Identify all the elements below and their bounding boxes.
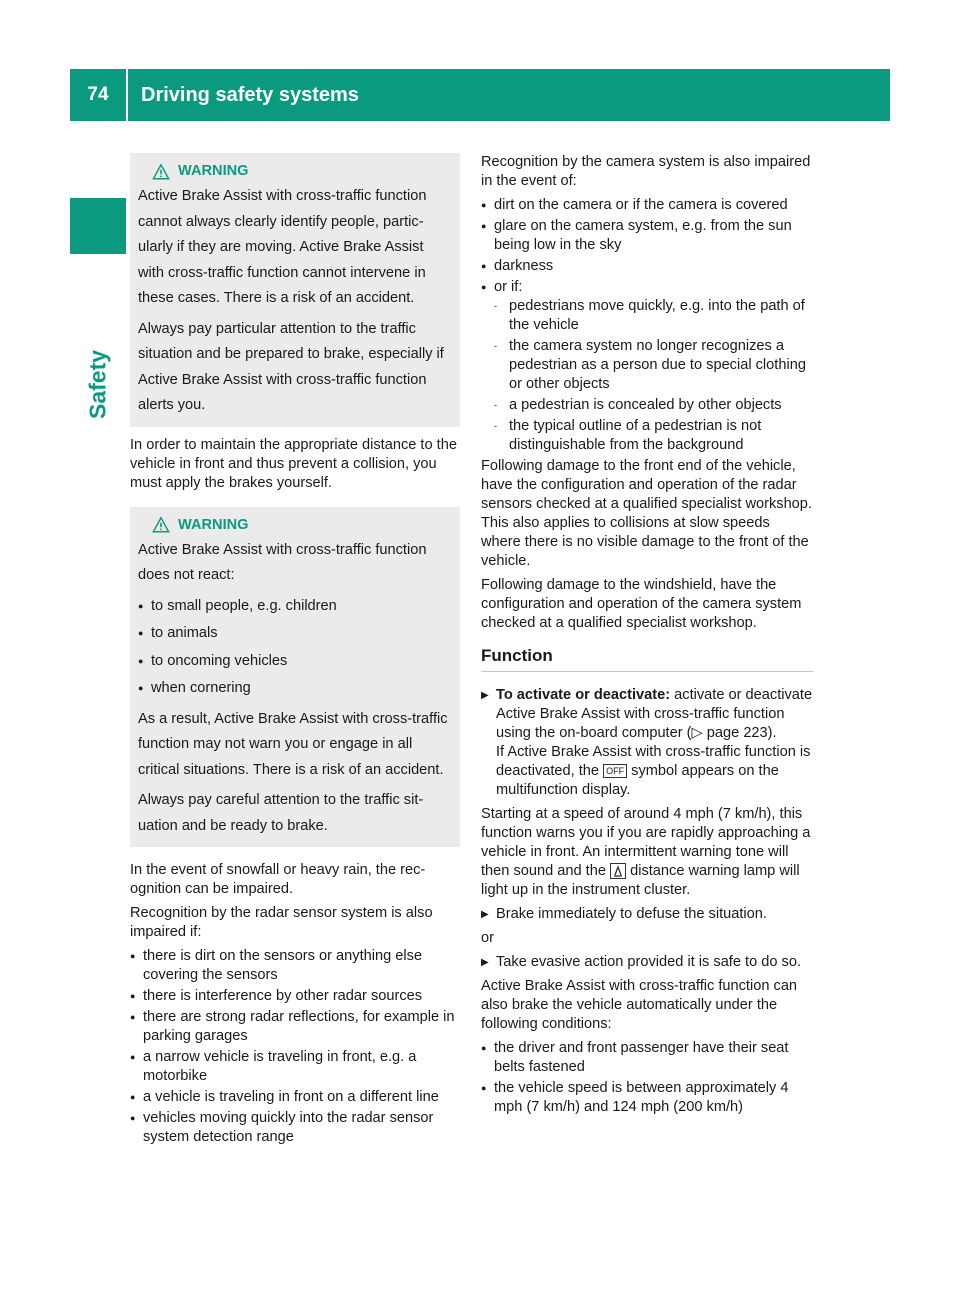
warning-paragraph: Active Brake Assist with cross-traffic function cannot always clearly identify people, particularly if they are moving. Active Brake Assist with cross-traffic function cannot intervene in these cases. There is a risk of an accident. [138,188,427,306]
list-item: ● to animals [138,621,452,647]
action-list [481,686,813,800]
warning-title-2 [138,513,452,538]
list-item: ● to oncoming vehicles [138,649,452,675]
action-label: To activate or deactivate: [496,687,671,703]
list-item-text: or if: [494,279,523,295]
sub-list-item: - a pedestrian is concealed by other objects [481,396,813,415]
list-item [481,278,813,455]
warning-box-1 [130,153,460,427]
paragraph-damage-front: Following damage to the front end of the vehicle, have the configuration and operation of the radar sensors checked at a qualified specialist workshop. This also applies to collisions at slow speeds where there is no visible damage to the front of the vehicle. [481,458,812,569]
list-item: ● a narrow vehicle is traveling in front, e.g. a motorbike [130,1048,460,1086]
warning-triangle-icon [152,163,170,181]
paragraph-camera: Recognition by the camera system is also impaired in the event of: [481,154,811,189]
left-column [130,153,460,1149]
brake-assist-off-icon: OFF [603,764,627,778]
conditions-list [481,1039,813,1117]
action-item-activate [481,686,813,800]
distance-warning-lamp-icon [610,863,626,879]
list-item: ● to small people, e.g. children [138,594,452,620]
list-item: ● there is interference by other radar sources [130,987,460,1006]
sub-list-item: - pedestrians move quickly, e.g. into the path of the vehicle [481,297,813,335]
warning-box-2 [130,507,460,848]
action-list [481,953,813,972]
page-reference-link[interactable]: (▷ page 223). [686,725,777,741]
warning-paragraph: As a result, Active Brake Assist with cross-traffic function may not warn you or engage in all critical situations. There is a risk of an accident. [138,710,448,778]
action-list [481,905,813,924]
list-item: ● when cornering [138,676,452,702]
warning-title-1 [138,159,452,184]
paragraph-speed-text: Starting at a speed of around 4 mph (7 km/h), this function warns you if you are rapidly approaching a vehicle in front. An intermittent warning tone will then sound and the [481,806,811,879]
list-item: ● the driver and front passenger have their seat belts fastened [481,1039,813,1077]
list-item: ● dirt on the camera or if the camera is covered [481,196,813,215]
paragraph-radar: Recognition by the radar sensor system is also impaired if: [130,905,433,940]
side-tab-marker [70,198,126,254]
action-item-brake: ▶ Brake immediately to defuse the situation. [481,905,813,924]
sub-list [481,297,813,455]
sub-list-item: - the typical outline of a pedestrian is not distinguishable from the background [481,417,813,455]
action-item-evasive: ▶ Take evasive action provided it is safe to do so. [481,953,813,972]
function-heading: Function [481,646,813,672]
right-column [481,153,813,1119]
side-tab-label-text: Safety [84,349,111,420]
action-text: symbol appears on the multifunction display. [496,763,779,798]
action-text: activate or deactivate Active Brake Assist with cross-traffic function using the on-board computer [496,687,813,741]
list-item: ● the vehicle speed is between approximately 4 mph (7 km/h) and 124 mph (200 km/h) [481,1079,813,1117]
paragraph-speed-text: distance warning lamp will light up in the instrument cluster. [481,863,800,898]
action-text: If Active Brake Assist with cross-traffic function is deactivated, the [496,744,811,779]
page-number: 74 [87,84,109,105]
header-divider [126,69,128,121]
warning-title-text: WARNING [178,163,249,179]
warning-triangle-icon [152,516,170,534]
warning-paragraph: Always pay careful attention to the traffic situation and be ready to brake. [138,792,424,834]
warning-paragraph: Active Brake Assist with cross-traffic function does not react: [138,541,427,583]
section-title: Driving safety systems [141,84,359,106]
paragraph-damage-windshield: Following damage to the windshield, have the configuration and operation of the camera system checked at a qualified specialist workshop. [481,577,802,631]
list-item: ● a vehicle is traveling in front on a different line [130,1088,460,1107]
warning-list [138,594,452,702]
paragraph-speed [481,805,813,900]
list-item: ● vehicles moving quickly into the radar sensor system detection range [130,1109,460,1147]
sub-list-item: - the camera system no longer recognizes a pedestrian as a person due to special clothing or other objects [481,337,813,394]
list-item: ● darkness [481,257,813,276]
paragraph-conditions: Active Brake Assist with cross-traffic function can also brake the vehicle automatically under the following conditions: [481,978,798,1032]
paragraph-distance: In order to maintain the appropriate distance to the vehicle in front and thus prevent a collision, you must apply the brakes yourself. [130,436,457,491]
or-text: or [481,930,494,946]
list-item: ● there are strong radar reflections, for example in parking garages [130,1008,460,1046]
camera-list [481,196,813,455]
side-tab-label [84,349,112,420]
radar-list [130,947,460,1147]
list-item: ● there is dirt on the sensors or anything else covering the sensors [130,947,460,985]
warning-title-text: WARNING [178,516,249,533]
list-item: ● glare on the camera system, e.g. from the sun being low in the sky [481,217,813,255]
warning-paragraph: Always pay particular attention to the traffic situation and be prepared to brake, especially if Active Brake Assist with cross-traffic function alerts you. [138,320,444,413]
paragraph-snow: In the event of snowfall or heavy rain, the recognition can be impaired. [130,862,426,897]
